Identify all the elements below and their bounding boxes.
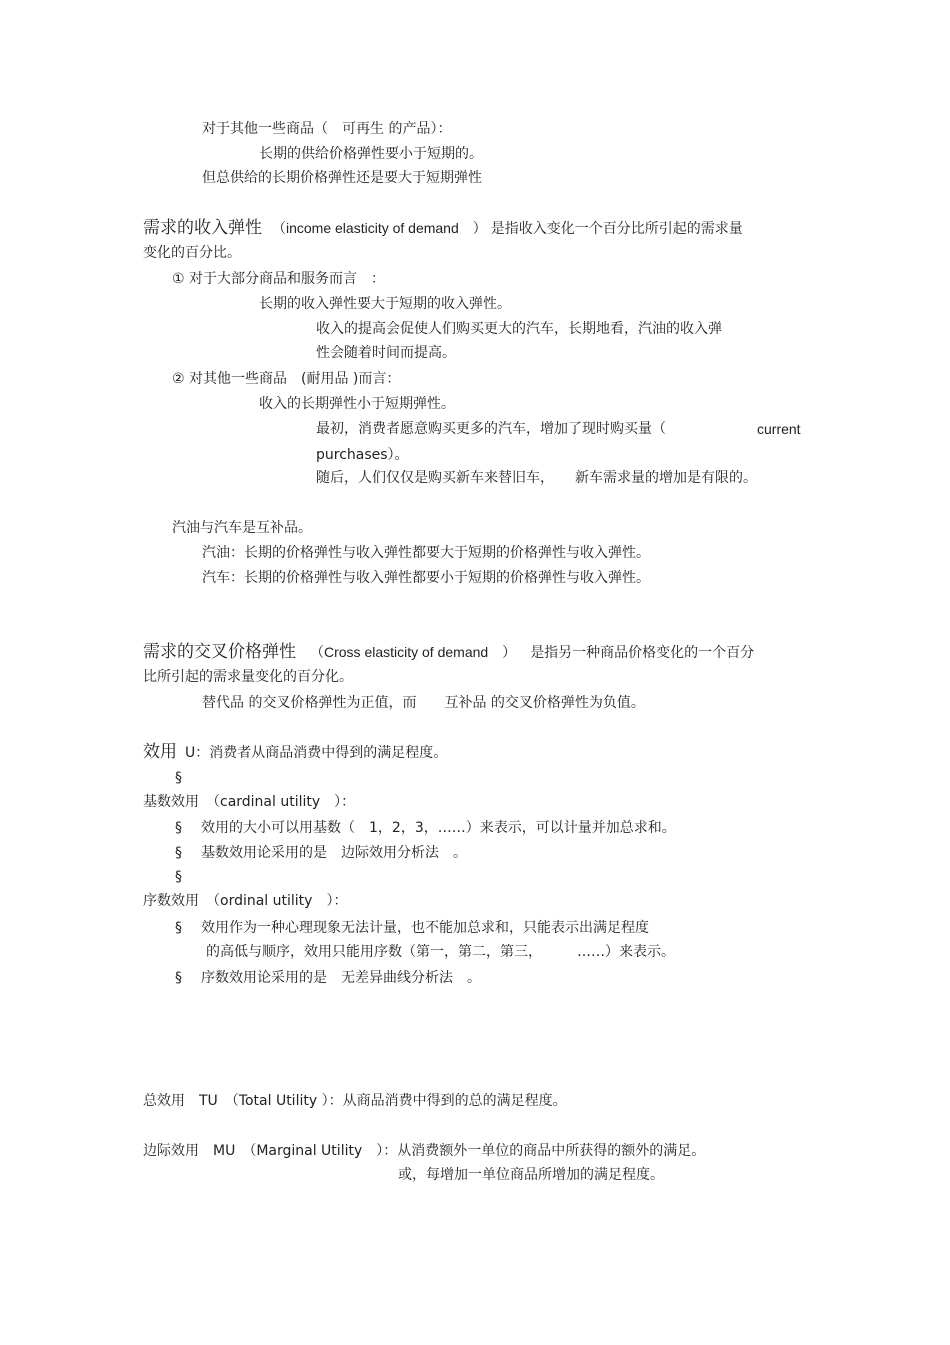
cross-elasticity-note: 替代品 的交叉价格弹性为正值，而 互补品 的交叉价格弹性为负值。 bbox=[202, 695, 645, 711]
income-elasticity-definition: 是指收入变化一个百分比所引起的需求量 bbox=[490, 221, 743, 237]
income-elasticity-definition-cont: 变化的百分比。 bbox=[143, 245, 241, 261]
cross-elasticity-definition-cont: 比所引起的需求量变化的百分化。 bbox=[143, 669, 353, 685]
cross-elasticity-definition: 是指另一种商品价格变化的一个百分 bbox=[530, 645, 755, 661]
income-case2-example-1: 最初，消费者愿意购买更多的汽车，增加了现时购买量（ bbox=[316, 421, 666, 437]
cross-elasticity-heading: 需求的交叉价格弹性 bbox=[143, 642, 296, 662]
cardinal-utility-point-1: 效用的大小可以用基数（ 1，2，3，……）来表示，可以计量并加总求和。 bbox=[201, 820, 676, 836]
cardinal-utility-point-2: 基数效用论采用的是 边际效用分析法 。 bbox=[201, 845, 467, 861]
supply-other-goods: 对于其他一些商品（ 可再生 的产品）： bbox=[202, 121, 452, 137]
income-case2-example-2: purchases）。 bbox=[316, 447, 409, 463]
marginal-utility-definition: 边际效用 MU （Marginal Utility ）：从消费额外一单位的商品中所获得的额外的满足。 bbox=[143, 1143, 706, 1159]
ordinal-utility-point-1b: 的高低与顺序，效用只能用序数（第一，第二，第三， ……）来表示。 bbox=[206, 944, 675, 960]
utility-definition: U：消费者从商品消费中得到的满足程度。 bbox=[185, 745, 448, 761]
supply-total-rule: 但总供给的长期价格弹性还是要大于短期弹性 bbox=[202, 170, 482, 186]
cross-elasticity-line bbox=[143, 641, 754, 663]
complements-intro: 汽油与汽车是互补品。 bbox=[172, 520, 312, 536]
bullet-icon: § bbox=[175, 920, 182, 936]
complements-cars: 汽车：长期的价格弹性与收入弹性都要小于短期的价格弹性与收入弹性。 bbox=[202, 570, 650, 586]
total-utility-definition: 总效用 TU （Total Utility ）：从商品消费中得到的总的满足程度。 bbox=[143, 1093, 567, 1109]
income-case2-label: ② 对其他一些商品 (耐用品 )而言： bbox=[172, 371, 401, 387]
bullet-icon: § bbox=[175, 869, 182, 885]
supply-long-run-rule: 长期的供给价格弹性要小于短期的。 bbox=[259, 146, 483, 162]
income-case2-example-3: 随后，人们仅仅是购买新车来替旧车， 新车需求量的增加是有限的。 bbox=[316, 470, 757, 486]
income-case2-rule: 收入的长期弹性小于短期弹性。 bbox=[259, 396, 455, 412]
utility-heading: 效用 bbox=[143, 742, 177, 762]
utility-line bbox=[143, 741, 447, 763]
cardinal-utility-heading: 基数效用 （cardinal utility ）： bbox=[143, 794, 356, 810]
income-elasticity-english: （income elasticity of demand ） bbox=[272, 220, 487, 236]
bullet-icon: § bbox=[175, 845, 182, 861]
marginal-utility-alt: 或，每增加一单位商品所增加的满足程度。 bbox=[398, 1167, 664, 1183]
ordinal-utility-point-2: 序数效用论采用的是 无差异曲线分析法 。 bbox=[201, 970, 481, 986]
complements-gasoline: 汽油：长期的价格弹性与收入弹性都要大于短期的价格弹性与收入弹性。 bbox=[202, 545, 650, 561]
bullet-icon: § bbox=[175, 770, 182, 786]
bullet-icon: § bbox=[175, 820, 182, 836]
income-elasticity-line bbox=[143, 217, 743, 239]
income-case2-example-1-en: current bbox=[757, 421, 801, 437]
income-case1-example-1: 收入的提高会促使人们购买更大的汽车，长期地看，汽油的收入弹 bbox=[316, 321, 722, 337]
ordinal-utility-heading: 序数效用 （ordinal utility ）： bbox=[143, 893, 348, 909]
bullet-icon: § bbox=[175, 970, 182, 986]
cross-elasticity-english: （Cross elasticity of demand ） bbox=[310, 644, 517, 660]
ordinal-utility-point-1a: 效用作为一种心理现象无法计量，也不能加总求和，只能表示出满足程度 bbox=[201, 920, 649, 936]
income-case1-example-2: 性会随着时间而提高。 bbox=[316, 345, 456, 361]
income-elasticity-heading: 需求的收入弹性 bbox=[143, 218, 262, 238]
income-case1-rule: 长期的收入弹性要大于短期的收入弹性。 bbox=[259, 296, 511, 312]
income-case1-label: ① 对于大部分商品和服务而言 ： bbox=[172, 271, 386, 287]
